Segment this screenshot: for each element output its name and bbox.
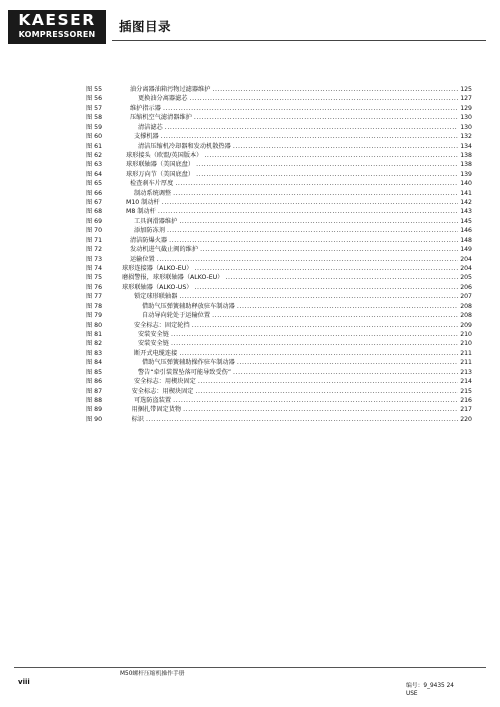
figure-title: 可选防盗装置	[134, 396, 172, 404]
figure-number: 图 78	[86, 302, 103, 310]
page-number: 140	[460, 180, 472, 188]
page-number: 130	[460, 123, 472, 131]
figure-number: 图 57	[86, 104, 103, 112]
figure-number: 图 85	[86, 368, 103, 376]
toc-entry	[142, 311, 458, 320]
figure-title: 压缩机空气滤清器维护	[130, 114, 192, 122]
toc-row[interactable]	[86, 321, 472, 330]
toc-entry	[138, 94, 458, 103]
toc-entry	[134, 292, 458, 301]
footer-document-code: 编号：9_9435 24	[406, 683, 454, 689]
figure-number: 图 75	[86, 274, 103, 282]
logo-line2: KOMPRESSOREN	[18, 29, 96, 39]
toc-row[interactable]	[86, 245, 472, 254]
toc-entry	[132, 405, 458, 414]
page-number: 220	[460, 415, 472, 423]
figure-title: 借助气压弹簧辅助释放驻车制动器	[142, 302, 235, 310]
toc-entry	[132, 387, 458, 396]
toc-row[interactable]	[86, 405, 472, 414]
dot-leader	[173, 396, 458, 405]
figure-title: 安全标志：用楔块固定	[131, 387, 194, 395]
dot-leader	[204, 151, 458, 160]
dot-leader	[179, 349, 458, 358]
page-number: 217	[460, 406, 472, 414]
page-number: 206	[460, 283, 472, 291]
dot-leader	[196, 160, 458, 169]
dot-leader	[179, 217, 458, 226]
figure-title: 安全标志：固定轮挡	[134, 321, 190, 329]
toc-entry	[130, 104, 458, 113]
toc-entry	[130, 236, 458, 245]
dot-leader	[200, 245, 458, 254]
figure-title: 添加防冻剂	[134, 227, 165, 235]
toc-entry	[134, 349, 458, 358]
toc-entry	[126, 151, 458, 160]
dot-leader	[233, 368, 458, 377]
toc-row[interactable]	[86, 330, 472, 339]
toc-entry	[130, 113, 458, 122]
dot-leader	[190, 94, 459, 103]
figure-number: 图 76	[86, 283, 103, 291]
figure-title: 安装安全链	[138, 340, 169, 348]
figure-number: 图 74	[86, 265, 103, 273]
page-number: 148	[460, 236, 472, 244]
toc-row[interactable]	[86, 160, 472, 169]
toc-entry	[132, 415, 458, 424]
toc-entry	[134, 226, 458, 235]
figure-number: 图 86	[86, 378, 103, 386]
title-divider	[112, 40, 486, 41]
figure-title: 清洁滤芯	[138, 123, 163, 131]
page-number: 134	[460, 142, 472, 150]
page-number: 125	[460, 86, 472, 93]
page-number: 142	[460, 199, 472, 207]
page-number: 146	[460, 227, 472, 235]
page-number: 204	[460, 265, 472, 273]
toc-row[interactable]	[86, 104, 472, 113]
page-number: 139	[460, 170, 472, 178]
figure-title: 清洁防爆火器	[130, 236, 168, 244]
page-number: 207	[460, 293, 472, 301]
figure-title: 借助气压弹簧辅助操作驻车制动器	[142, 359, 235, 367]
dot-leader	[171, 339, 458, 348]
toc-row[interactable]	[86, 207, 472, 216]
page-number: 208	[460, 302, 472, 310]
dot-leader	[194, 283, 458, 292]
figure-number: 图 90	[86, 415, 103, 423]
page-number: 127	[460, 95, 472, 103]
dot-leader	[161, 132, 458, 141]
figure-number: 图 65	[86, 180, 103, 188]
dot-leader	[212, 311, 458, 320]
toc-entry	[126, 207, 458, 216]
toc-row[interactable]	[86, 339, 472, 348]
page-number: 209	[460, 321, 472, 329]
figure-title: 制动系统调整	[134, 189, 172, 197]
toc-row[interactable]	[86, 292, 472, 301]
figure-title: 警告“牵引装置坠落可能导致受伤”	[138, 368, 232, 376]
dot-leader	[167, 226, 458, 235]
figure-number: 图 70	[86, 227, 103, 235]
dot-leader	[163, 104, 458, 113]
toc-entry	[130, 179, 458, 188]
page-number: 210	[460, 330, 472, 338]
toc-row[interactable]	[86, 396, 472, 405]
toc-entry	[130, 245, 458, 254]
toc-row[interactable]	[86, 236, 472, 245]
dot-leader	[169, 236, 458, 245]
dot-leader	[225, 273, 458, 282]
page-number: 213	[460, 368, 472, 376]
toc-entry	[122, 283, 458, 292]
figure-number: 图 82	[86, 340, 103, 348]
dot-leader	[165, 123, 458, 132]
toc-entry	[138, 142, 458, 151]
toc-row[interactable]	[86, 170, 472, 179]
toc-row[interactable]	[86, 198, 472, 207]
toc-entry	[134, 217, 458, 226]
figure-number: 图 83	[86, 349, 103, 357]
footer-divider	[14, 667, 486, 668]
toc-entry	[138, 339, 458, 348]
figure-title: 磨损警报，球形联轴器（ALKO-EU）	[122, 274, 224, 282]
dot-leader	[157, 255, 458, 264]
dot-leader	[237, 302, 458, 311]
page-number: 138	[460, 151, 472, 159]
page-number: 205	[460, 274, 472, 282]
dot-leader	[183, 405, 458, 414]
dot-leader	[194, 113, 458, 122]
toc-row[interactable]	[86, 264, 472, 273]
page-number: 141	[460, 189, 472, 197]
figure-number: 图 63	[86, 161, 103, 169]
toc-entry	[134, 321, 458, 330]
figure-number: 图 64	[86, 170, 103, 178]
figure-title: 安装安全链	[138, 330, 169, 338]
page-number: 215	[460, 387, 472, 395]
page-number: 214	[460, 378, 472, 386]
toc-row[interactable]	[86, 217, 472, 226]
figure-number: 图 71	[86, 236, 103, 244]
toc-row[interactable]	[86, 368, 472, 377]
figure-title: 更换油分离器滤芯	[138, 95, 188, 103]
toc-entry	[138, 330, 458, 339]
toc-entry	[126, 170, 458, 179]
dot-leader	[175, 179, 458, 188]
figure-title: 维护指示器	[130, 104, 161, 112]
toc-row[interactable]	[86, 302, 472, 311]
toc-row[interactable]	[86, 415, 472, 424]
figure-title: 支撑机器	[134, 133, 159, 141]
footer-language: USE	[406, 691, 418, 697]
figure-title: 球形接头（欧盟/英国版本）	[126, 151, 203, 159]
toc-entry	[134, 377, 458, 386]
toc-entry	[130, 85, 458, 94]
figure-title: 自动导向轮处于运输位置	[142, 312, 211, 320]
page-number: 145	[460, 217, 472, 225]
page-number: 210	[460, 340, 472, 348]
toc-row[interactable]	[86, 85, 472, 94]
toc-entry	[126, 198, 458, 207]
page-number: 204	[460, 255, 472, 263]
figure-title: 运输位置	[130, 255, 155, 263]
figure-title: M10 制动杆	[126, 199, 160, 207]
dot-leader	[171, 330, 458, 339]
page-number: 130	[460, 114, 472, 122]
figure-number: 图 59	[86, 123, 103, 131]
figure-title: 油分离器油箱污物过滤器维护	[130, 86, 211, 93]
page-number: 216	[460, 396, 472, 404]
figure-title: 锁定球形联轴器	[134, 293, 178, 301]
toc-row[interactable]	[86, 226, 472, 235]
dot-leader	[233, 142, 458, 151]
figure-number: 图 56	[86, 95, 103, 103]
toc-row[interactable]	[86, 387, 472, 396]
figure-title: 球形联轴器（美国底盘）	[126, 161, 195, 169]
toc-entry	[122, 264, 458, 273]
toc-row[interactable]	[86, 358, 472, 367]
figure-number: 图 77	[86, 293, 103, 301]
figure-number: 图 61	[86, 142, 103, 150]
dot-leader	[192, 321, 458, 330]
toc-row[interactable]	[86, 377, 472, 386]
figure-title: M8 制动杆	[126, 208, 156, 216]
toc-row[interactable]	[86, 311, 472, 320]
dot-leader	[198, 377, 458, 386]
figure-title: 用捆扎带固定货物	[131, 406, 182, 414]
figure-title: 球形连接器（ALKO-EU）	[122, 265, 193, 273]
toc-row[interactable]	[86, 123, 472, 132]
figure-number: 图 55	[86, 86, 103, 93]
dot-leader	[162, 198, 458, 207]
toc-row[interactable]	[86, 142, 472, 151]
figure-number: 图 84	[86, 359, 103, 367]
footer-page-number: viii	[18, 678, 30, 686]
figure-number: 图 80	[86, 321, 103, 329]
dot-leader	[158, 207, 458, 216]
toc-row[interactable]	[86, 113, 472, 122]
figure-number: 图 60	[86, 133, 103, 141]
toc-row[interactable]	[86, 132, 472, 141]
dot-leader	[212, 85, 458, 94]
figure-title: 工具润滑器维护	[134, 217, 178, 225]
page-number: 149	[460, 246, 472, 254]
figure-title: 发动机进气截止阀的维护	[130, 246, 199, 254]
toc-row[interactable]	[86, 179, 472, 188]
figure-title: 标识	[131, 415, 144, 423]
toc-row[interactable]	[86, 189, 472, 198]
toc-row[interactable]	[86, 94, 472, 103]
figure-number: 图 79	[86, 312, 103, 320]
page-number: 132	[460, 133, 472, 141]
page-number: 129	[460, 104, 472, 112]
dot-leader	[179, 292, 458, 301]
figure-title: 检查刹车片厚度	[130, 180, 174, 188]
figure-title: 安全标志：用楔块固定	[134, 378, 196, 386]
dot-leader	[194, 264, 458, 273]
page-number: 211	[460, 349, 472, 357]
toc-row[interactable]	[86, 255, 472, 264]
figure-title: 断开式电缆连接	[134, 349, 178, 357]
dot-leader	[146, 415, 458, 424]
footer-manual-name: M50螺杆压缩机操作手册	[120, 671, 185, 677]
toc-row[interactable]	[86, 273, 472, 282]
toc-entry	[130, 255, 458, 264]
figure-title: 球形联轴器（ALKO-US）	[122, 283, 193, 291]
dot-leader	[237, 358, 458, 367]
dot-leader	[173, 189, 458, 198]
figure-title: 球形万向节（美国底盘）	[126, 170, 195, 178]
figure-number: 图 88	[86, 396, 103, 404]
dot-leader	[196, 170, 458, 179]
figure-number: 图 62	[86, 151, 103, 159]
figure-number: 图 66	[86, 189, 103, 197]
toc-row[interactable]	[86, 151, 472, 160]
figure-title: 清洁压缩机冷却器和发动机散热器	[138, 142, 231, 150]
figure-number: 图 72	[86, 246, 103, 254]
toc-entry	[142, 358, 458, 367]
page-number: 211	[460, 359, 472, 367]
toc-entry	[126, 160, 458, 169]
toc-entry	[138, 123, 458, 132]
page-title: 插图目录	[119, 19, 172, 34]
toc-row[interactable]	[86, 283, 472, 292]
figure-number: 图 81	[86, 330, 103, 338]
toc-entry	[134, 132, 458, 141]
toc-entry	[134, 189, 458, 198]
figure-number: 图 89	[86, 406, 103, 414]
figure-number: 图 68	[86, 208, 103, 216]
figure-number: 图 87	[86, 387, 103, 395]
dot-leader	[195, 387, 458, 396]
toc-row[interactable]	[86, 349, 472, 358]
figure-number: 图 69	[86, 217, 103, 225]
toc-entry	[138, 368, 458, 377]
kaeser-logo	[8, 10, 106, 44]
toc-entry	[142, 302, 458, 311]
page-number: 138	[460, 161, 472, 169]
page-number: 143	[460, 208, 472, 216]
figure-number: 图 67	[86, 199, 103, 207]
toc-entry	[134, 396, 458, 405]
figure-number: 图 58	[86, 114, 103, 122]
toc-entry	[122, 273, 458, 282]
figure-number: 图 73	[86, 255, 103, 263]
logo-line1: KAESER	[18, 11, 96, 29]
figure-list	[86, 85, 472, 424]
page-number: 208	[460, 312, 472, 320]
